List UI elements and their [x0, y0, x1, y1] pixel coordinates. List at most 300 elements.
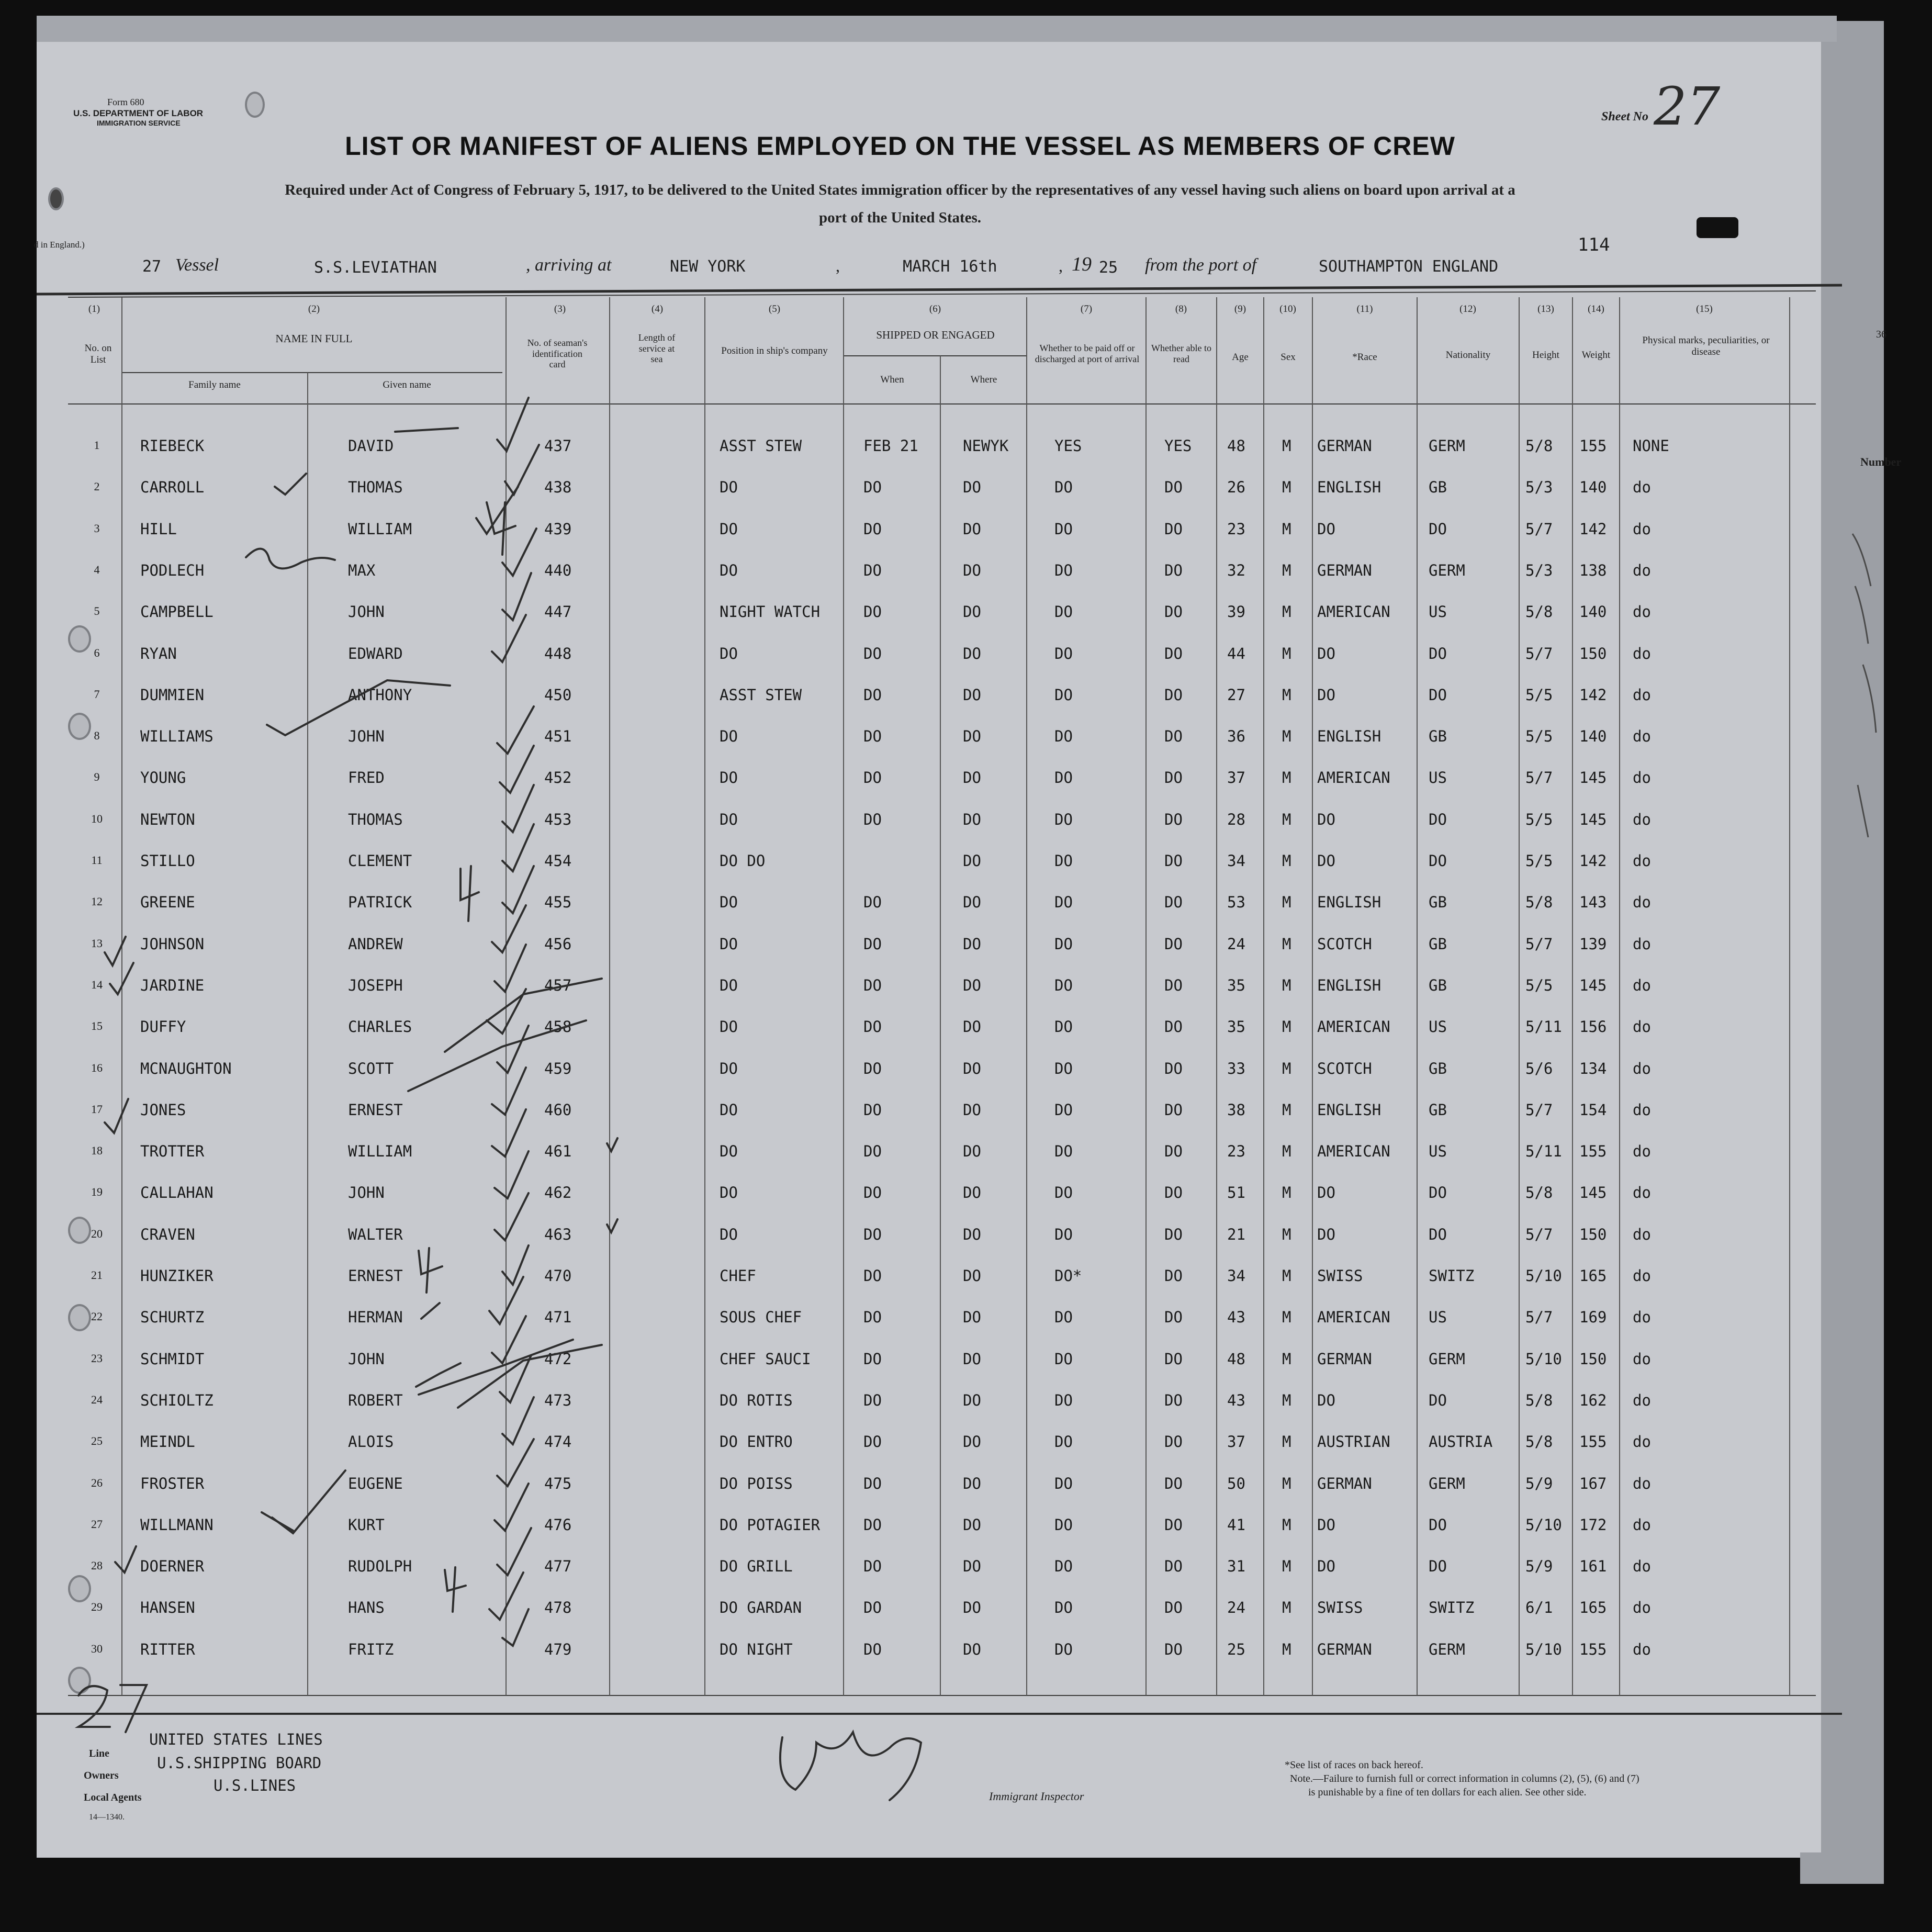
cell-card: 454 [544, 852, 572, 870]
cell-no: 24 [91, 1392, 103, 1406]
form-code: 14—1340. [89, 1813, 125, 1822]
cell-card: 471 [544, 1308, 572, 1327]
cell-height: 5/5 [1525, 686, 1553, 704]
cell-given: SCOTT [348, 1059, 394, 1077]
cell-given: THOMAS [348, 478, 403, 497]
cell-paid: DO* [1054, 1267, 1082, 1285]
cell-nationality: US [1429, 603, 1447, 621]
cell-where: DO [963, 1391, 981, 1409]
cell-sex: M [1282, 1225, 1291, 1243]
cell-where: DO [963, 810, 981, 828]
cell-read: DO [1164, 1225, 1183, 1243]
cell-marks: do [1633, 686, 1651, 704]
cell-sex: M [1282, 1515, 1291, 1534]
cell-sex: M [1282, 727, 1291, 746]
header-id-card: No. of seaman's identification card [527, 338, 588, 370]
cell-sex: M [1282, 1391, 1291, 1409]
cell-family: HUNZIKER [140, 1267, 214, 1285]
cell-height: 5/7 [1525, 1308, 1553, 1327]
cell-race: AMERICAN [1317, 1142, 1390, 1161]
cell-nationality: GB [1429, 478, 1447, 497]
cell-height: 5/10 [1525, 1267, 1562, 1285]
inspector-label: Immigrant Inspector [989, 1790, 1084, 1803]
cell-given: HERMAN [348, 1308, 403, 1327]
cell-marks: do [1633, 1142, 1651, 1161]
cell-sex: M [1282, 1308, 1291, 1327]
owners-label: Owners [84, 1770, 119, 1781]
cell-paid: DO [1054, 1350, 1073, 1368]
cell-weight: 145 [1579, 769, 1607, 787]
cell-sex: M [1282, 1184, 1291, 1202]
race-note: *See list of races on back hereof. [1285, 1759, 1423, 1771]
cell-when: DO [863, 935, 882, 953]
vessel-prefix: 27 [142, 257, 162, 276]
cell-when: DO [863, 1515, 882, 1534]
cell-when: DO [863, 1100, 882, 1119]
cell-age: 43 [1227, 1308, 1245, 1327]
cell-family: DUFFY [140, 1018, 186, 1036]
cell-paid: DO [1054, 1640, 1073, 1658]
cell-marks: do [1633, 1059, 1651, 1077]
header-position: Position in ship's company [721, 345, 828, 356]
subtitle-line1: Required under Act of Congress of February 5, 1917, to be delivered to the United States immigration officer by the representatives of any vessel having such aliens on board upon arrival at a [285, 182, 1515, 198]
cell-weight: 140 [1579, 603, 1607, 621]
cell-where: DO [963, 1474, 981, 1492]
cell-nationality: AUSTRIA [1429, 1433, 1493, 1451]
cell-age: 37 [1227, 1433, 1245, 1451]
cell-read: DO [1164, 1308, 1183, 1327]
cell-age: 26 [1227, 478, 1245, 497]
header-name-in-full: NAME IN FULL [275, 332, 353, 345]
cell-paid: DO [1054, 603, 1073, 621]
cell-family: JOHNSON [140, 935, 205, 953]
cell-read: DO [1164, 561, 1183, 579]
cell-card: 448 [544, 644, 572, 662]
cell-weight: 140 [1579, 727, 1607, 746]
cell-given: JOHN [348, 603, 385, 621]
cell-paid: DO [1054, 1433, 1073, 1451]
cell-when: DO [863, 1433, 882, 1451]
cell-family: WILLMANN [140, 1515, 214, 1534]
cell-paid: DO [1054, 1225, 1073, 1243]
cell-weight: 162 [1579, 1391, 1607, 1409]
cell-age: 32 [1227, 561, 1245, 579]
cell-when: DO [863, 1184, 882, 1202]
cell-paid: DO [1054, 935, 1073, 953]
right-margin-label: Number [1860, 455, 1902, 468]
cell-paid: DO [1054, 976, 1073, 994]
cell-age: 50 [1227, 1474, 1245, 1492]
cell-paid: DO [1054, 1391, 1073, 1409]
cell-position: DO [720, 935, 738, 953]
cell-position: DO POTAGIER [720, 1515, 821, 1534]
cell-sex: M [1282, 437, 1291, 455]
cell-no: 27 [91, 1517, 103, 1531]
cell-age: 28 [1227, 810, 1245, 828]
cell-height: 5/8 [1525, 1391, 1553, 1409]
cell-weight: 156 [1579, 1018, 1607, 1036]
agents-label: Local Agents [84, 1792, 142, 1803]
cell-weight: 143 [1579, 893, 1607, 912]
cell-when: DO [863, 1059, 882, 1077]
cell-where: DO [963, 769, 981, 787]
margin-note: d in England.) [34, 240, 85, 250]
cell-card: 453 [544, 810, 572, 828]
cell-family: JONES [140, 1100, 186, 1119]
cell-paid: DO [1054, 1515, 1073, 1534]
cell-nationality: DO [1429, 520, 1447, 538]
cell-card: 438 [544, 478, 572, 497]
cell-read: DO [1164, 810, 1183, 828]
cell-where: DO [963, 686, 981, 704]
cell-family: CAMPBELL [140, 603, 214, 621]
cell-paid: DO [1054, 1100, 1073, 1119]
cell-height: 5/7 [1525, 769, 1553, 787]
line-value: UNITED STATES LINES [149, 1731, 323, 1748]
cell-read: DO [1164, 1433, 1183, 1451]
agents-value: U.S.LINES [214, 1777, 296, 1794]
cell-read: DO [1164, 1557, 1183, 1576]
cell-position: DO [720, 1059, 738, 1077]
col-num-12: (12) [1459, 304, 1476, 314]
from-label: from the port of [1145, 255, 1257, 275]
cell-nationality: GERM [1429, 437, 1465, 455]
cell-no: 29 [91, 1600, 103, 1614]
cell-read: DO [1164, 852, 1183, 870]
cell-given: CLEMENT [348, 852, 412, 870]
cell-given: ALOIS [348, 1433, 394, 1451]
cell-card: 455 [544, 893, 572, 912]
cell-marks: do [1633, 603, 1651, 621]
cell-nationality: GERM [1429, 1474, 1465, 1492]
cell-where: DO [963, 1142, 981, 1161]
col-num-15: (15) [1696, 304, 1713, 314]
cell-when: DO [863, 727, 882, 746]
cell-weight: 167 [1579, 1474, 1607, 1492]
cell-sex: M [1282, 1267, 1291, 1285]
cell-position: ASST STEW [720, 686, 802, 704]
cell-paid: DO [1054, 1599, 1073, 1617]
cell-given: ERNEST [348, 1267, 403, 1285]
cell-sex: M [1282, 1599, 1291, 1617]
cell-position: CHEF [720, 1267, 756, 1285]
cell-no: 3 [94, 521, 100, 535]
cell-sex: M [1282, 1474, 1291, 1492]
cell-race: DO [1317, 520, 1335, 538]
cell-nationality: DO [1429, 1184, 1447, 1202]
cell-read: DO [1164, 603, 1183, 621]
cell-position: DO [720, 1100, 738, 1119]
cell-nationality: SWITZ [1429, 1267, 1475, 1285]
cell-no: 13 [91, 936, 103, 950]
cell-no: 16 [91, 1061, 103, 1074]
cell-height: 5/6 [1525, 1059, 1553, 1077]
cell-race: AMERICAN [1317, 1308, 1390, 1327]
cell-given: ROBERT [348, 1391, 403, 1409]
header-length-service: Length of service at sea [638, 332, 676, 365]
cell-when: DO [863, 769, 882, 787]
cell-no: 11 [91, 853, 103, 867]
col-num-3: (3) [554, 304, 566, 314]
cell-marks: do [1633, 1267, 1651, 1285]
cell-where: DO [963, 1100, 981, 1119]
cell-age: 21 [1227, 1225, 1245, 1243]
document-title: LIST OR MANIFEST OF ALIENS EMPLOYED ON THE VESSEL AS MEMBERS OF CREW [345, 131, 1455, 161]
header-race: *Race [1352, 352, 1377, 363]
cell-when: DO [863, 1142, 882, 1161]
cell-position: DO [720, 561, 738, 579]
cell-no: 19 [91, 1185, 103, 1199]
cell-family: CARROLL [140, 478, 205, 497]
arrival-port: NEW YORK [670, 257, 746, 276]
cell-sex: M [1282, 769, 1291, 787]
cell-where: DO [963, 644, 981, 662]
cell-given: WALTER [348, 1225, 403, 1243]
cell-given: EDWARD [348, 644, 403, 662]
cell-when: DO [863, 1391, 882, 1409]
cell-where: DO [963, 1308, 981, 1327]
cell-race: SCOTCH [1317, 935, 1372, 953]
cell-nationality: US [1429, 1308, 1447, 1327]
departure-port: SOUTHAMPTON ENGLAND [1319, 257, 1499, 276]
cell-marks: do [1633, 1100, 1651, 1119]
cell-family: WILLIAMS [140, 727, 214, 746]
year-prefix: 19 [1072, 253, 1092, 275]
cell-position: DO NIGHT [720, 1640, 793, 1658]
cell-nationality: GB [1429, 1100, 1447, 1119]
cell-family: SCHMIDT [140, 1350, 205, 1368]
cell-race: DO [1317, 644, 1335, 662]
cell-sex: M [1282, 893, 1291, 912]
cell-weight: 155 [1579, 1433, 1607, 1451]
cell-paid: DO [1054, 1184, 1073, 1202]
cell-position: DO [720, 1184, 738, 1202]
cell-nationality: GB [1429, 935, 1447, 953]
vessel-label: Vessel [175, 255, 219, 275]
cell-weight: 155 [1579, 1142, 1607, 1161]
cell-nationality: GB [1429, 727, 1447, 746]
cell-weight: 139 [1579, 935, 1607, 953]
col-num-11: (11) [1356, 304, 1373, 314]
cell-card: 475 [544, 1474, 572, 1492]
cell-race: SCOTCH [1317, 1059, 1372, 1077]
cell-no: 18 [91, 1144, 103, 1158]
cell-marks: do [1633, 727, 1651, 746]
comma-separator: , [1059, 256, 1063, 275]
cell-age: 44 [1227, 644, 1245, 662]
cell-age: 24 [1227, 935, 1245, 953]
cell-position: NIGHT WATCH [720, 603, 821, 621]
cell-no: 15 [91, 1019, 103, 1033]
cell-age: 34 [1227, 852, 1245, 870]
cell-position: DO [720, 769, 738, 787]
service: IMMIGRATION SERVICE [97, 119, 181, 127]
cell-family: GREENE [140, 893, 195, 912]
header-where: Where [970, 374, 997, 385]
cell-given: THOMAS [348, 810, 403, 828]
col-num-13: (13) [1537, 304, 1554, 314]
cell-marks: do [1633, 976, 1651, 994]
cell-given: WILLIAM [348, 1142, 412, 1161]
cell-no: 20 [91, 1227, 103, 1240]
cell-weight: 140 [1579, 478, 1607, 497]
cell-card: 473 [544, 1391, 572, 1409]
cell-given: HANS [348, 1599, 385, 1617]
cell-marks: do [1633, 1474, 1651, 1492]
cell-weight: 150 [1579, 1350, 1607, 1368]
cell-when: DO [863, 1640, 882, 1658]
cell-position: DO [720, 893, 738, 912]
cell-where: DO [963, 1350, 981, 1368]
cell-position: DO [720, 727, 738, 746]
cell-marks: do [1633, 769, 1651, 787]
cell-where: DO [963, 727, 981, 746]
cell-paid: DO [1054, 644, 1073, 662]
cell-family: TROTTER [140, 1142, 205, 1161]
cell-where: DO [963, 852, 981, 870]
cell-marks: do [1633, 852, 1651, 870]
stamp-number: 114 [1578, 234, 1610, 255]
cell-race: DO [1317, 1184, 1335, 1202]
cell-race: DO [1317, 1557, 1335, 1576]
cell-height: 5/7 [1525, 1225, 1553, 1243]
cell-age: 43 [1227, 1391, 1245, 1409]
header-when: When [880, 374, 904, 385]
col-num-14: (14) [1588, 304, 1604, 314]
comma-separator: , [836, 256, 840, 275]
cell-marks: do [1633, 1350, 1651, 1368]
cell-family: RITTER [140, 1640, 195, 1658]
cell-sex: M [1282, 1640, 1291, 1658]
cell-where: DO [963, 561, 981, 579]
cell-age: 33 [1227, 1059, 1245, 1077]
cell-where: DO [963, 1225, 981, 1243]
cell-height: 5/7 [1525, 1100, 1553, 1119]
cell-age: 31 [1227, 1557, 1245, 1576]
cell-marks: do [1633, 810, 1651, 828]
cell-read: DO [1164, 727, 1183, 746]
cell-marks: do [1633, 1184, 1651, 1202]
cell-weight: 161 [1579, 1557, 1607, 1576]
cell-card: 450 [544, 686, 572, 704]
cell-race: GERMAN [1317, 437, 1372, 455]
cell-weight: 154 [1579, 1100, 1607, 1119]
col-num-4: (4) [651, 304, 664, 314]
cell-position: ASST STEW [720, 437, 802, 455]
cell-marks: do [1633, 1308, 1651, 1327]
cell-family: JARDINE [140, 976, 205, 994]
cell-age: 51 [1227, 1184, 1245, 1202]
cell-family: RYAN [140, 644, 177, 662]
cell-age: 35 [1227, 976, 1245, 994]
cell-no: 2 [94, 480, 100, 493]
cell-race: ENGLISH [1317, 976, 1381, 994]
cell-age: 35 [1227, 1018, 1245, 1036]
cell-where: DO [963, 1640, 981, 1658]
cell-read: DO [1164, 1018, 1183, 1036]
cell-position: DO [720, 810, 738, 828]
cell-nationality: DO [1429, 686, 1447, 704]
cell-race: AMERICAN [1317, 1018, 1390, 1036]
cell-nationality: DO [1429, 1225, 1447, 1243]
arrival-date: MARCH 16th [903, 257, 997, 276]
cell-family: DOERNER [140, 1557, 205, 1576]
cell-race: GERMAN [1317, 561, 1372, 579]
cell-card: 458 [544, 1018, 572, 1036]
cell-race: ENGLISH [1317, 478, 1381, 497]
cell-no: 4 [94, 563, 100, 576]
cell-sex: M [1282, 810, 1291, 828]
cell-marks: do [1633, 520, 1651, 538]
cell-read: DO [1164, 976, 1183, 994]
cell-where: DO [963, 520, 981, 538]
cell-given: EUGENE [348, 1474, 403, 1492]
cell-paid: DO [1054, 520, 1073, 538]
cell-height: 5/7 [1525, 520, 1553, 538]
cell-race: DO [1317, 1515, 1335, 1534]
cell-where: DO [963, 1515, 981, 1534]
cell-sex: M [1282, 603, 1291, 621]
cell-weight: 155 [1579, 437, 1607, 455]
cell-paid: DO [1054, 893, 1073, 912]
cell-family: MEINDL [140, 1433, 195, 1451]
right-margin-number: 36 [1876, 329, 1886, 340]
cell-height: 5/11 [1525, 1018, 1562, 1036]
cell-card: 456 [544, 935, 572, 953]
sheet-label: Sheet No [1601, 110, 1648, 123]
cell-marks: do [1633, 1391, 1651, 1409]
cell-where: DO [963, 1557, 981, 1576]
cell-marks: do [1633, 893, 1651, 912]
cell-no: 23 [91, 1351, 103, 1365]
cell-when: DO [863, 1350, 882, 1368]
line-label: Line [89, 1748, 109, 1759]
cell-card: 477 [544, 1557, 572, 1576]
cell-given: ANDREW [348, 935, 403, 953]
cell-card: 440 [544, 561, 572, 579]
cell-marks: NONE [1633, 437, 1669, 455]
cell-position: DO [720, 478, 738, 497]
cell-given: WILLIAM [348, 520, 412, 538]
cell-card: 470 [544, 1267, 572, 1285]
cell-age: 34 [1227, 1267, 1245, 1285]
header-nationality: Nationality [1445, 350, 1491, 361]
cell-family: NEWTON [140, 810, 195, 828]
cell-weight: 145 [1579, 1184, 1607, 1202]
cell-where: DO [963, 1267, 981, 1285]
cell-card: 439 [544, 520, 572, 538]
cell-nationality: DO [1429, 1515, 1447, 1534]
cell-race: DO [1317, 852, 1335, 870]
cell-no: 26 [91, 1476, 103, 1489]
cell-sex: M [1282, 1557, 1291, 1576]
cell-no: 6 [94, 646, 100, 659]
form-number: Form 680 [107, 97, 144, 107]
cell-given: FRED [348, 769, 385, 787]
cell-height: 5/10 [1525, 1350, 1562, 1368]
cell-family: MCNAUGHTON [140, 1059, 232, 1077]
cell-card: 474 [544, 1433, 572, 1451]
cell-marks: do [1633, 1640, 1651, 1658]
cell-no: 8 [94, 729, 100, 743]
header-given-name: Given name [383, 379, 431, 390]
cell-position: DO ROTIS [720, 1391, 793, 1409]
cell-position: DO [720, 520, 738, 538]
cell-when: DO [863, 478, 882, 497]
cell-card: 459 [544, 1059, 572, 1077]
cell-nationality: DO [1429, 1557, 1447, 1576]
cell-marks: do [1633, 644, 1651, 662]
